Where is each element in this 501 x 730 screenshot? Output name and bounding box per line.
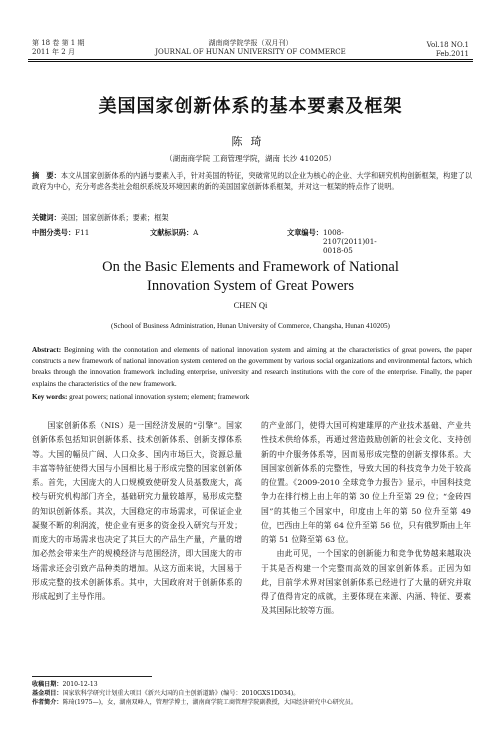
author-name-en: CHEN Qi — [233, 300, 268, 310]
header-rule — [28, 59, 473, 60]
body-paragraph: 的产业部门，使得大国可构建雄厚的产业技术基础、产业共性技术供给体系，再通过营造鼓励创新的社会文化、支持创新的中介服务体系等，因而易形成完整的创新支撑体系。大国国家创新体系的完整性，导致大国的科技竞争力处于较高的位置。《2009-2010 全球竞争力报告》显示，中国科技竞争力在排行榜上由上年的第 30 位上升至第 29 位；“金砖四国”的其他三个国家中，印度由上年的第 50 位升至第 49 位，巴西由上年的第 64 位升至第 56 位，只有俄罗斯由上年的第 51 位降至第 63 位。 — [261, 421, 471, 544]
body-column-left — [32, 419, 242, 604]
body-paragraph: 由此可见，一个国家的创新能力和竞争优势越来越取决于其是否构建一个完整而高效的国家创新体系。正因为如此，目前学术界对国家创新体系已经进行了大量的研究并取得了值得肯定的成就，主要体现在来源、内涵、特征、要素及其国际比较等方面。 — [261, 549, 471, 616]
keywords-en-label: Key words: — [32, 393, 68, 401]
keywords-zh-label: 关键词： — [32, 213, 61, 222]
publication-date: 2011 年 2 月 — [32, 48, 75, 56]
footnote-rule — [32, 676, 152, 677]
keywords-en-text: great powers; national innovation system; element; framework — [69, 393, 250, 401]
title-en-line1: On the Basic Elements and Framework of National — [102, 259, 399, 275]
footnote-author: 作者简介：陈琦(1975—)，女，湖南双峰人，管理学博士，湖南商学院工商管理学院副教授，大国经济研究中心研究员。 — [32, 699, 357, 706]
article-title-zh: 美国国家创新体系的基本要素及框架 — [98, 96, 403, 117]
body-column-right — [261, 419, 471, 619]
abstract-zh-text: 本文从国家创新体系的内涵与要素入手，针对美国的特征，突破常见的以企业为核心的企业、大学和研究机构创新框架，构建了以政府为中心，充分考虑各类社会组织系统及环境因素的新的美国国家创新体系框架，并对这一框架的特点作了说明。 — [32, 171, 472, 191]
author-name-zh: 陈琦 — [231, 135, 270, 148]
keywords-zh — [32, 213, 472, 223]
title-en-line2: Innovation System of Great Powers — [147, 278, 354, 294]
abstract-en — [32, 345, 472, 390]
clc-code: 中图分类号： F11 — [32, 228, 90, 237]
keywords-zh-text: 美国；国家创新体系；要素；框架 — [60, 213, 169, 222]
article-number: 文章编号： 1008-2107(2011)01-0018-05 — [287, 228, 377, 255]
journal-name-en: JOURNAL OF HUNAN UNIVERSITY OF COMMERCE — [155, 48, 346, 56]
header-rule-thin — [28, 61, 473, 62]
vol-no: Vol.18 NO.1 — [426, 41, 469, 49]
article-title-en — [0, 258, 501, 296]
abstract-zh-label: 摘 要： — [32, 171, 61, 180]
abstract-en-label: Abstract: — [32, 346, 62, 354]
body-paragraph: 国家创新体系（NIS）是一国经济发展的“引擎”。国家创新体系包括知识创新体系、技术创新体系、创新支撑体系等。大国的幅员广阔、人口众多、国内市场巨大，资源总量丰富等特征使得大国与小国相比易于形成完整的国家创新体系。首先，大国庞大的人口规模致使研发人员基数庞大，高校与研究机构部门齐全，基础研究力量较雄厚，易形成完整的知识创新体系。其次，大国稳定的市场需求，可保证企业凝聚不断的利润流，使企业有更多的资金投入研究与开发；而庞大的市场需求也决定了其巨大的产品生产量，产量的增加必然会带来生产的规模经济与范围经济，即大国庞大的市场需求还会引致产品种类的增加。从这方面来说，大国易于形成完整的技术创新体系。其中，大国政府对于创新体系的形成起到了主导作用。 — [32, 421, 242, 601]
document-code: 文献标识码： A — [150, 228, 199, 237]
affiliation-zh: （湖南商学院 工商管理学院，湖南 长沙 410205） — [165, 154, 336, 163]
volume-issue: 第 18 卷 第 1 期 — [32, 39, 85, 47]
journal-vol-en — [427, 41, 469, 59]
classification-row — [32, 228, 472, 255]
footnote-received: 收稿日期：2010-12-13 — [32, 681, 98, 688]
pub-date-en: Feb.2011 — [435, 50, 469, 58]
journal-name-zh: 湖南商学院学报（双月刊） — [208, 39, 293, 47]
footnote-fund: 基金项目：国家软科学研究计划重大项目《新兴大国的自主创新道路》(编号：2010GXS1D034)。 — [32, 690, 300, 697]
keywords-en — [32, 393, 472, 401]
abstract-en-text: Beginning with the connotation and elements of national innovation system and aiming at the characteristics of great powers, the paper constructs a new framework of national innovation system centered on the government by various social organizations and environmental factors, which breaks through the innovation framework including enterprise, university and research institutions with the core of the enterprise. Finally, the paper explains the characteristics of the new framework. — [32, 346, 473, 388]
abstract-zh — [32, 170, 472, 192]
affiliation-en: (School of Business Administration, Hunan University of Commerce, Changsha, Hunan 410205) — [111, 322, 390, 330]
